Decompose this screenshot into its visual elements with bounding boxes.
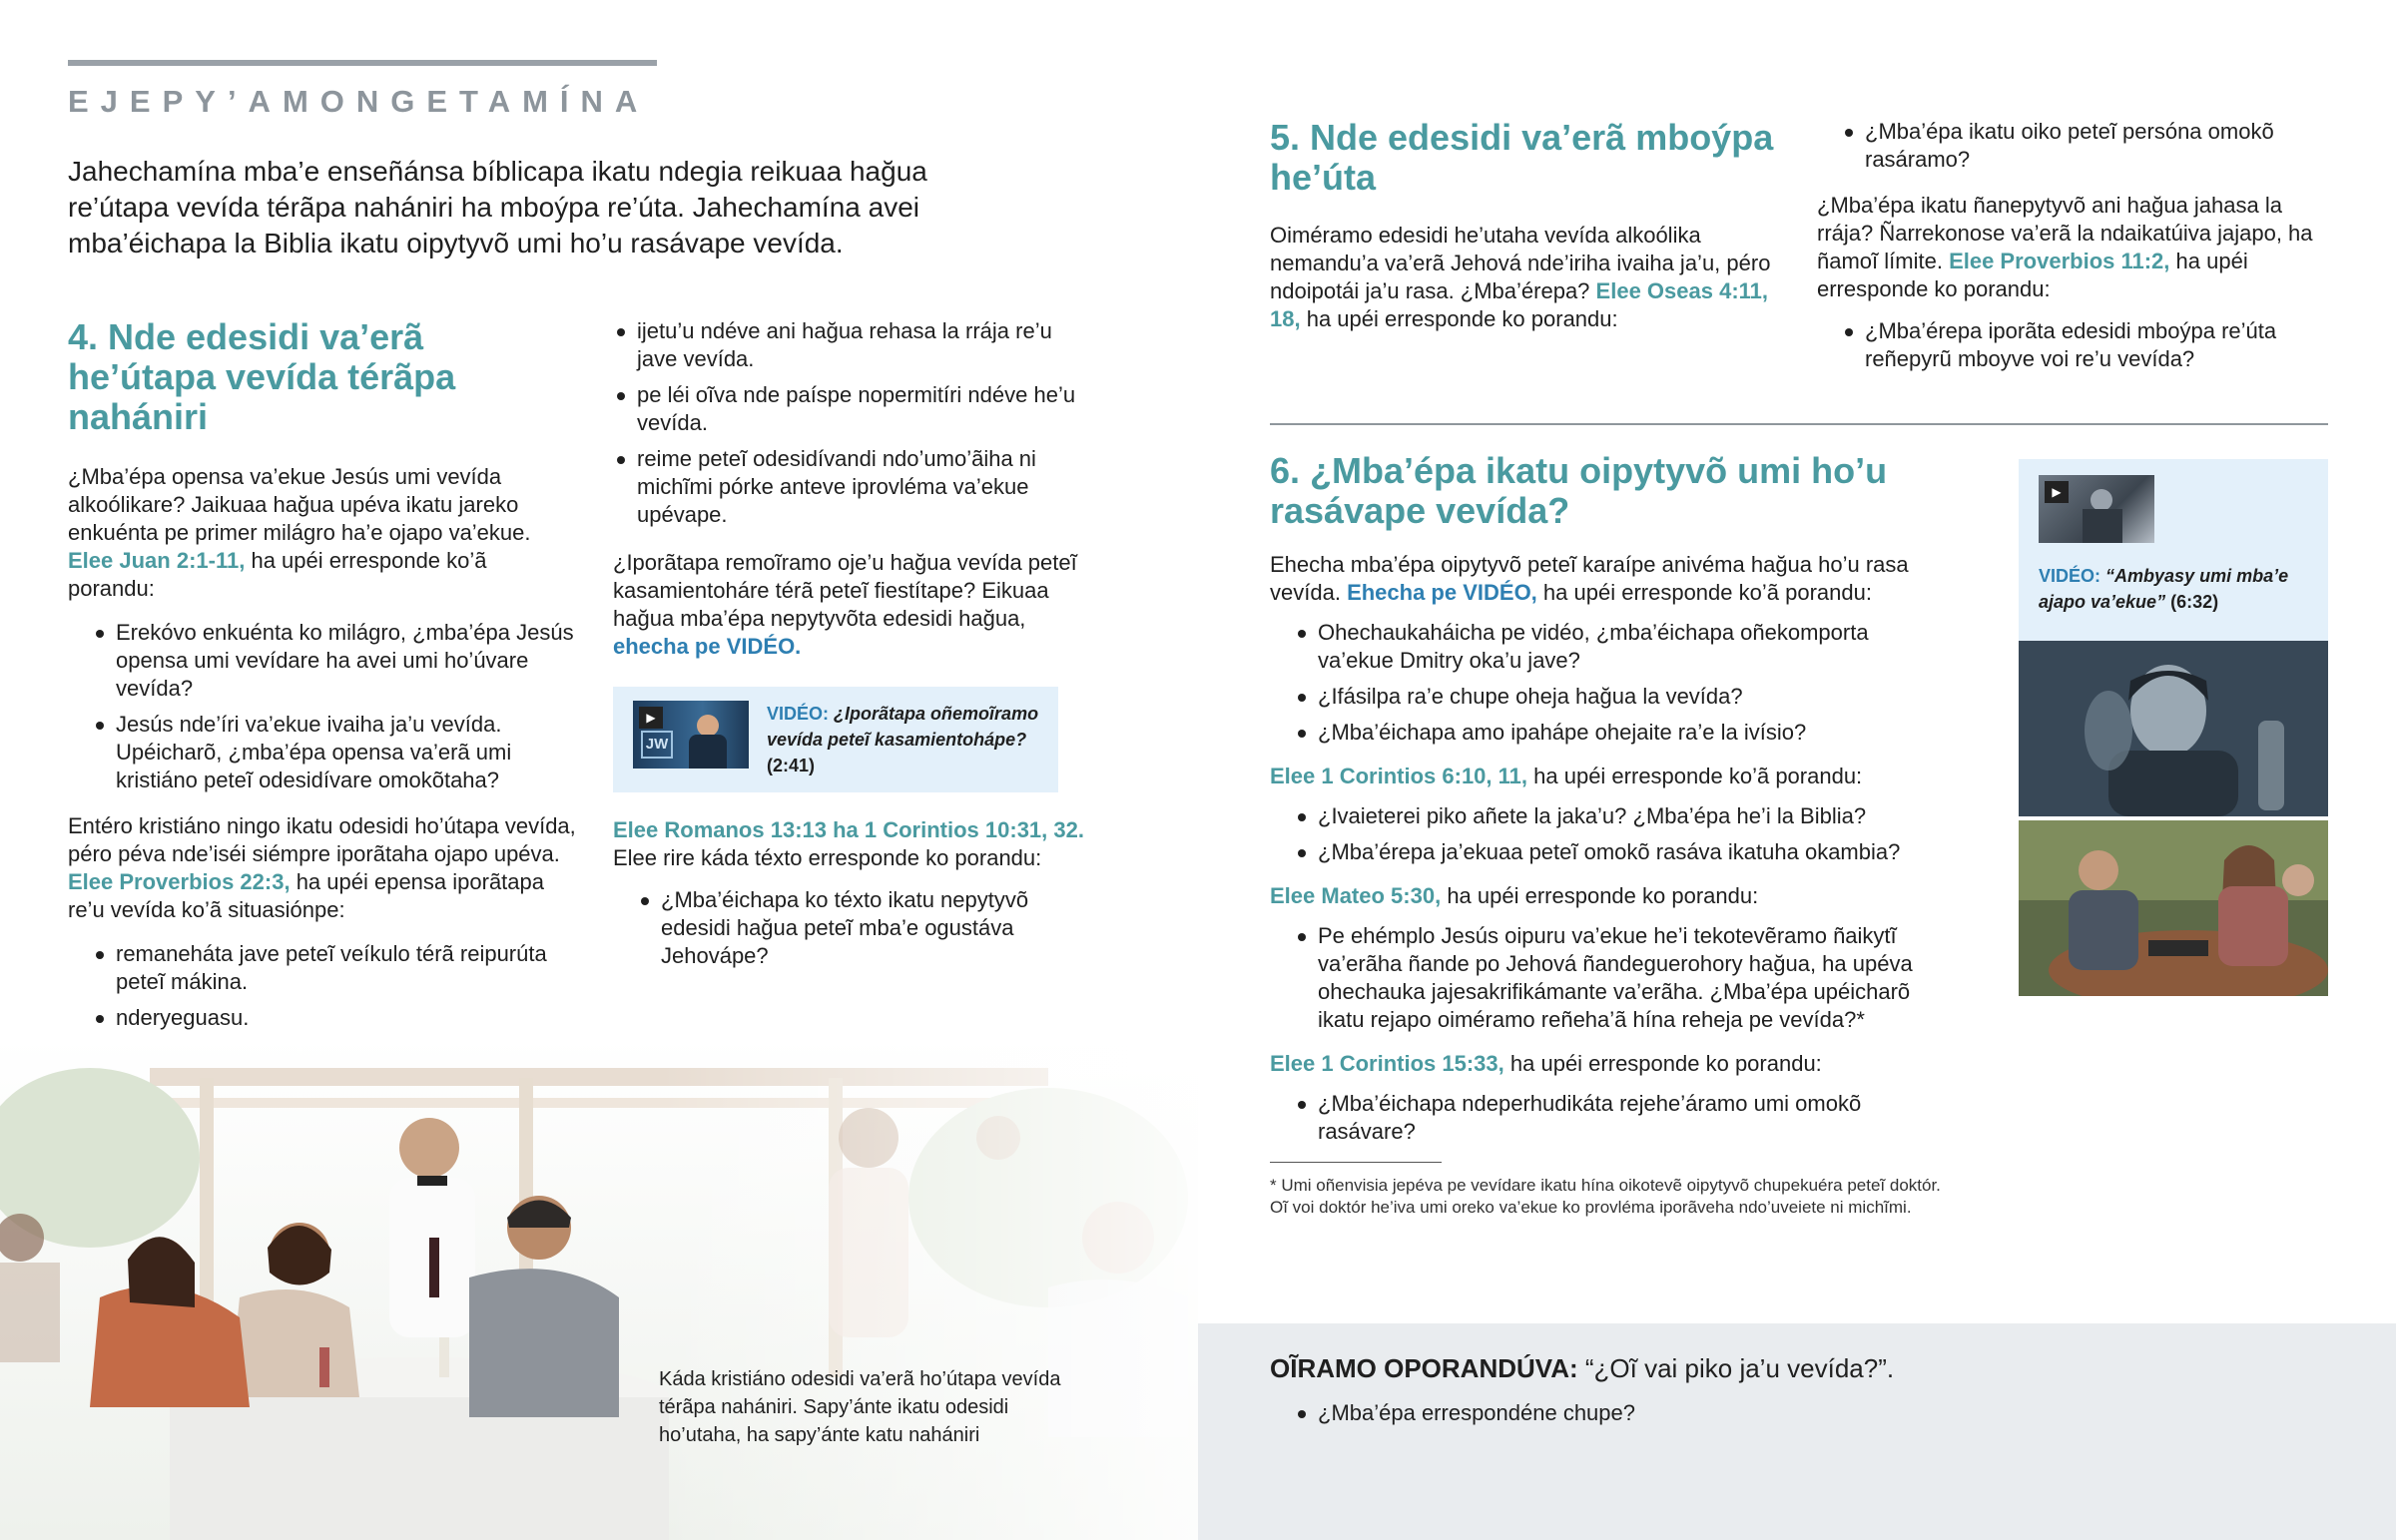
list-item: reime peteĩ odesidívandi ndo’umo’ãiha ni michĩmi pórke anteve iprovléma va’ekue upévape. bbox=[613, 445, 1092, 529]
scripture-link-oseas[interactable]: Elee Oseas 4:11, 18, bbox=[1270, 278, 1769, 331]
scripture-link-proverbios-11[interactable]: Elee Proverbios 11:2, bbox=[1949, 249, 2170, 273]
section-5-bullets-2 bbox=[1841, 317, 2336, 373]
section-5-paragraph-2: ¿Mba’épa ikatu ñanepytyvõ ani hağua jahasa la rrája? Ñarrekonose va’erã la ndaikatúiva jajapo, ha ñamoĩ límite. Elee Proverbios 11:2, ha upéi erresponde ko porandu: bbox=[1817, 193, 2313, 301]
section-5-bullets-1 bbox=[1841, 118, 2336, 174]
video-card-dmitry[interactable] bbox=[2019, 459, 2328, 641]
list-item: Jesús nde’íri va’ekue ivaiha ja’u vevída. Upéicharõ, ¿mba’épa opensa va’erã umi kristiáno peteĩ odesidívare omokõtaha? bbox=[92, 711, 577, 794]
section-6-bullets-1 bbox=[1294, 619, 1949, 747]
review-question bbox=[1270, 1351, 2324, 1385]
video-label: VIDÉO: bbox=[767, 704, 830, 724]
scripture-link-juan[interactable]: Elee Juan 2:1-11, bbox=[68, 548, 246, 573]
scripture-link-proverbios-22[interactable]: Elee Proverbios 22:3, bbox=[68, 869, 291, 894]
list-item: ¿Mba’érepa iporãta edesidi mboýpa re’úta reñepyrũ mboyve voi re’u vevída? bbox=[1841, 317, 2336, 373]
section-4-heading: 4. Nde edesidi va’erã he’útapa vevída térãpa nahániri bbox=[68, 316, 456, 437]
video-label: VIDÉO: bbox=[2039, 566, 2101, 586]
video-title: “Ambyasy umi mba’e ajapo va’ekue” bbox=[2039, 566, 2289, 612]
section-6-heading: 6. ¿Mba’épa ikatu oipytyvõ umi ho’u rasávape vevída? bbox=[1270, 450, 1888, 531]
section-5-column-1 bbox=[1270, 118, 1789, 333]
section-6-column bbox=[1270, 451, 1949, 1219]
illustration-restaurant bbox=[0, 1038, 1198, 1540]
presenter-figure-icon bbox=[697, 715, 719, 737]
list-item: ¿Mba’épa errespondéne chupe? bbox=[1294, 1399, 2324, 1427]
list-item: remaneháta jave peteĩ veíkulo térã reipurúta peteĩ mákina. bbox=[92, 940, 577, 996]
list-item: ¿Mba’épa ikatu oiko peteĩ persóna omokõ rasáramo? bbox=[1841, 118, 2336, 174]
section-4-paragraph-3: ¿Iporãtapa remoĩramo oje’u hağua vevída peteĩ kasamientoháre térã peteĩ fiestítape? Eikuaa hağua mba’épa nepytyvõta edesidi hağua, ehecha pe VIDÉO. bbox=[613, 550, 1077, 659]
scripture-link-corintios-15[interactable]: Elee 1 Corintios 15:33, bbox=[1270, 1051, 1504, 1076]
video-title: ¿Iporãtapa oñemoĩramo vevída peteĩ kasamientohápe? bbox=[767, 704, 1039, 750]
list-item: ¿Mba’érepa ja’ekuaa peteĩ omokõ rasáva ikatuha okambia? bbox=[1294, 838, 1949, 866]
section-6-paragraph-3: Elee Mateo 5:30, ha upéi erresponde ko porandu: bbox=[1270, 883, 1759, 908]
video-thumbnail[interactable] bbox=[633, 701, 749, 769]
top-rule bbox=[68, 60, 657, 66]
list-item: ijetu’u ndéve ani hağua rehasa la rrája re’u jave vevída. bbox=[613, 317, 1092, 373]
list-item: ¿Mba’éichapa ndeperhudikáta rejehe’áramo umi omokõ rasávare? bbox=[1294, 1090, 1949, 1146]
lesson-kicker: EJEPY’AMONGETAMÍNA bbox=[68, 84, 650, 119]
section-6-bullets-3 bbox=[1294, 922, 1949, 1034]
section-5-paragraph-1: Oiméramo edesidi he’utaha vevída alkoólika nemandu’a va’erã Jehová nde’iriha ivaiha ja’u, péro ndoipotái ja’u rasa. ¿Mba’érepa? Elee Oseas 4:11, 18, ha upéi erresponde ko porandu: bbox=[1270, 223, 1771, 331]
scripture-link-mateo[interactable]: Elee Mateo 5:30, bbox=[1270, 883, 1442, 908]
video-link[interactable]: ehecha pe VIDÉO. bbox=[613, 634, 802, 659]
intro-paragraph: Jahechamína mba’e enseñánsa bíblicapa ikatu ndegia reikuaa hağua re’útapa vevída térãpa nahániri ha mboýpa re’úta. Jahechamína avei mba’éichapa la Biblia ikatu oipytyvõ umi ho’u rasávape vevída. bbox=[68, 156, 927, 258]
scripture-link-romanos-corintios[interactable]: Elee Romanos 13:13 ha 1 Corintios 10:31, 32. bbox=[613, 817, 1084, 842]
video-thumbnail-dmitry[interactable] bbox=[2039, 475, 2154, 543]
right-page bbox=[1198, 0, 2396, 1540]
section-4-bullets-1 bbox=[92, 619, 577, 794]
section-5-column-2 bbox=[1817, 118, 2336, 381]
section-4-column-1 bbox=[68, 317, 577, 1076]
play-icon[interactable]: ▶ bbox=[2045, 481, 2069, 503]
video-card-wedding[interactable] bbox=[613, 687, 1058, 792]
play-icon[interactable]: ▶ bbox=[639, 707, 663, 729]
list-item: ¿Mba’éichapa ko téxto ikatu nepytyvõ edesidi hağua peteĩ mba’e ogustáva Jehovápe? bbox=[637, 886, 1092, 970]
photo-man-drinking bbox=[2019, 641, 2328, 816]
illustration-caption: Káda kristiáno odesidi va’erã ho’útapa vevída térãpa nahániri. Sapy’ánte ikatu odesidi ho’utaha, ha sapy’ánte katu nahániri bbox=[659, 1368, 1061, 1446]
section-4-paragraph-2: Entéro kristiáno ningo ikatu odesidi ho’útapa vevída, péro péva nde’iséi siémpre iporãtaha ojapo upéva. Elee Proverbios 22:3, ha upéi epensa iporãtapa re’u vevída ko’ã situasiónpe: bbox=[68, 813, 576, 922]
footnote: * Umi oñenvisia jepéva pe vevídare ikatu hína oikotevẽ oipytyvõ chupekuéra peteĩ doktór. Oĩ voi doktór he’iva umi oreko va’ekue ko provléma iporãveha ndo’uveiete ni michĩmi. bbox=[1270, 1176, 1941, 1217]
section-4-paragraph-1: ¿Mba’épa opensa va’ekue Jesús umi vevída alkoólikare? Jaikuaa hağua upéva ikatu jareko enkuénta pe primer milágro ha’e ojapo va’ekue. Elee Juan 2:1-11, ha upéi erresponde ko’ã porandu: bbox=[68, 464, 531, 601]
review-section bbox=[1198, 1323, 2396, 1540]
section-6-paragraph-2: Elee 1 Corintios 6:10, 11, ha upéi erresponde ko’ã porandu: bbox=[1270, 764, 1863, 788]
video-duration: (6:32) bbox=[2170, 592, 2219, 612]
section-4-column-2 bbox=[613, 317, 1092, 978]
scripture-link-corintios-6[interactable]: Elee 1 Corintios 6:10, 11, bbox=[1270, 764, 1528, 788]
list-item: Erekóvo enkuénta ko milágro, ¿mba’épa Jesús opensa umi vevídare ha avei umi ho’úvare vevída? bbox=[92, 619, 577, 703]
list-item: ¿Ivaieterei piko añete la jaka’u? ¿Mba’épa he’i la Biblia? bbox=[1294, 802, 1949, 830]
review-bullets bbox=[1294, 1399, 2324, 1427]
section-4-paragraph-4: Elee rire káda téxto erresponde ko porandu: bbox=[613, 845, 1042, 870]
footnote-rule bbox=[1270, 1162, 1442, 1163]
section-6-bullets-4 bbox=[1294, 1090, 1949, 1146]
photo-bible-study bbox=[2019, 820, 2328, 996]
review-label: OĨRAMO OPORANDÚVA: bbox=[1270, 1353, 1578, 1383]
situations-list-continued bbox=[613, 317, 1092, 529]
section-6-paragraph-4: Elee 1 Corintios 15:33, ha upéi erresponde ko porandu: bbox=[1270, 1051, 1822, 1076]
video-link-dmitry[interactable]: Ehecha pe VIDÉO, bbox=[1347, 580, 1537, 605]
restaurant-scene bbox=[0, 1038, 1198, 1540]
section-divider bbox=[1270, 423, 2328, 425]
list-item: nderyeguasu. bbox=[92, 1004, 577, 1032]
video-info-dmitry bbox=[2039, 563, 2308, 615]
review-question-text: “¿Oĩ vai piko ja’u vevída?”. bbox=[1584, 1353, 1895, 1383]
section-4-bullets-3 bbox=[637, 886, 1092, 970]
jw-logo-icon: JW bbox=[641, 731, 673, 759]
list-item: ¿Ifásilpa ra’e chupe oheja hağua la vevída? bbox=[1294, 683, 1949, 711]
list-item: Pe ehémplo Jesús oipuru va’ekue he’i tekotevẽramo ñaikytĩ va’erãha ñande po Jehová ñandeguerohory hağua, ha upéva ohechauka jajesakrifikámante va’erãha. ¿Mba’épa upéicharõ ikatu rejapo oiméramo reñeha’ã hína reheja pe vevída?* bbox=[1294, 922, 1949, 1034]
section-6-bullets-2 bbox=[1294, 802, 1949, 866]
video-duration: (2:41) bbox=[767, 756, 816, 775]
video-sidebar bbox=[2019, 459, 2328, 996]
list-item: ¿Mba’éichapa amo ipahápe ohejaite ra’e la ivísio? bbox=[1294, 719, 1949, 747]
list-item: pe léi oĩva nde paíspe nopermitíri ndéve he’u vevída. bbox=[613, 381, 1092, 437]
video-info bbox=[767, 701, 1040, 778]
section-6-paragraph-1: Ehecha mba’épa oipytyvõ peteĩ karaípe anivéma hağua ho’u rasa vevída. Ehecha pe VIDÉO, ha upéi erresponde ko’ã porandu: bbox=[1270, 552, 1909, 605]
list-item: Ohechaukaháicha pe vidéo, ¿mba’éichapa oñekomporta va’ekue Dmitry oka’u jave? bbox=[1294, 619, 1949, 675]
section-5-heading: 5. Nde edesidi va’erã mboýpa he’úta bbox=[1270, 117, 1774, 198]
